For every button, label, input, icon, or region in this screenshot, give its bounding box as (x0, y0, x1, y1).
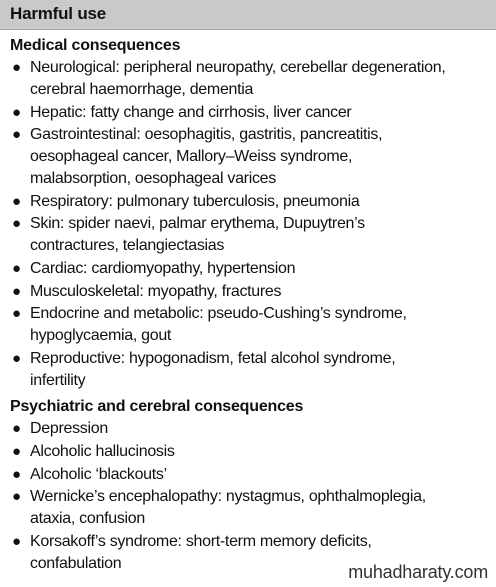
bullet-icon: ● (12, 259, 21, 277)
list-item (10, 441, 490, 463)
consequence-list (10, 57, 490, 392)
list-item (10, 303, 490, 347)
list-item (10, 464, 490, 486)
list-item-text: Reproductive: hypogonadism, fetal alcohol syndrome, infertility (30, 349, 396, 389)
list-item-text: Alcoholic hallucinosis (30, 442, 175, 460)
list-item (10, 57, 490, 101)
list-item (10, 213, 490, 257)
bullet-icon: ● (12, 126, 21, 144)
list-item-text: Skin: spider naevi, palmar erythema, Dupuytren’s contractures, telangiectasias (30, 215, 365, 255)
list-item (10, 124, 490, 190)
bullet-icon: ● (12, 305, 21, 323)
bullet-icon: ● (12, 349, 21, 367)
list-item-text: Wernicke’s encephalopathy: nystagmus, ophthalmoplegia, ataxia, confusion (30, 488, 426, 528)
list-item (10, 281, 490, 303)
section-heading: Medical consequences (10, 37, 181, 54)
list-item-text: Hepatic: fatty change and cirrhosis, liver cancer (30, 103, 352, 121)
bullet-icon: ● (12, 420, 21, 438)
section-medical-consequences (10, 35, 490, 392)
list-item (10, 348, 490, 392)
list-item (10, 418, 490, 440)
list-item (10, 258, 490, 280)
bullet-icon: ● (12, 192, 21, 210)
section-heading: Psychiatric and cerebral consequences (10, 398, 304, 416)
list-item-text: Neurological: peripheral neuropathy, cerebellar degeneration, cerebral haemorrhage, dementia (30, 59, 446, 98)
bullet-icon: ● (12, 215, 21, 233)
bullet-icon: ● (12, 59, 21, 76)
list-item-text: Musculoskeletal: myopathy, fractures (30, 282, 282, 300)
consequence-list (10, 418, 490, 574)
list-item-text: Endocrine and metabolic: pseudo-Cushing’s syndrome, hypoglycaemia, gout (30, 305, 407, 345)
bullet-icon: ● (12, 488, 21, 506)
bullet-icon: ● (12, 103, 21, 121)
section-psychiatric-consequences (10, 396, 490, 574)
list-item-text: Korsakoff’s syndrome: short-term memory deficits, confabulation (30, 532, 372, 572)
list-item-text: Respiratory: pulmonary tuberculosis, pneumonia (30, 192, 360, 210)
table-title: Harmful use (10, 4, 107, 23)
bullet-icon: ● (12, 532, 21, 550)
list-item (10, 102, 490, 124)
list-item-text: Gastrointestinal: oesophagitis, gastritis, pancreatitis, oesophageal cancer, Mallory–Weiss syndrome, malabsorption, oesophageal varices (30, 126, 383, 188)
bullet-icon: ● (12, 465, 21, 483)
watermark: muhadharaty.com (348, 562, 488, 582)
list-item (10, 191, 490, 213)
table-header (0, 0, 496, 30)
list-item (10, 486, 490, 530)
list-item-text: Depression (30, 420, 108, 438)
table-body (10, 35, 490, 575)
bullet-icon: ● (12, 282, 21, 300)
list-item-text: Alcoholic ‘blackouts’ (30, 465, 167, 483)
bullet-icon: ● (12, 442, 21, 460)
list-item-text: Cardiac: cardiomyopathy, hypertension (30, 259, 296, 277)
